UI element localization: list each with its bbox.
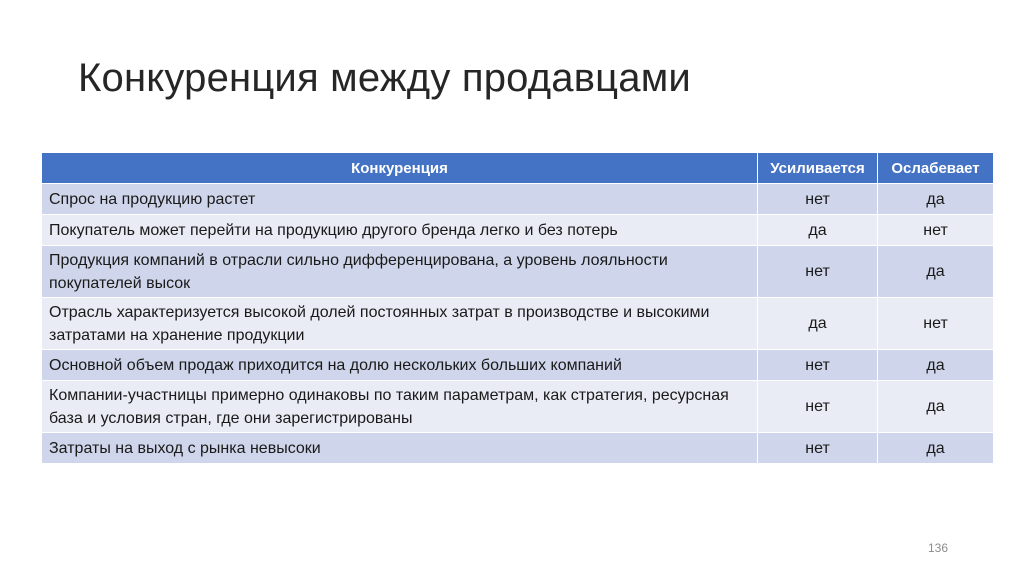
decreases-cell: да (878, 433, 994, 464)
table-row (42, 215, 994, 246)
table-row (42, 433, 994, 464)
decreases-cell: да (878, 184, 994, 215)
page-number: 136 (928, 541, 949, 555)
decreases-cell: да (878, 246, 994, 298)
factor-cell: Продукция компаний в отрасли сильно дифференцирована, а уровень лояльности покупателей высок (42, 246, 758, 298)
decreases-cell: нет (878, 215, 994, 246)
factor-cell: Основной объем продаж приходится на долю нескольких больших компаний (42, 350, 758, 381)
increases-cell: нет (758, 433, 878, 464)
factor-cell: Спрос на продукцию растет (42, 184, 758, 215)
factor-cell: Компании-участницы примерно одинаковы по таким параметрам, как стратегия, ресурсная база и условия стран, где они зарегистрированы (42, 381, 758, 433)
increases-cell: нет (758, 246, 878, 298)
factor-cell: Отрасль характеризуется высокой долей постоянных затрат в производстве и высокими затратами на хранение продукции (42, 298, 758, 350)
factor-cell: Покупатель может перейти на продукцию другого бренда легко и без потерь (42, 215, 758, 246)
increases-cell: нет (758, 350, 878, 381)
table-row (42, 381, 994, 433)
slide-title: Конкуренция между продавцами (78, 56, 691, 100)
increases-cell: нет (758, 184, 878, 215)
header-competition: Конкуренция (42, 153, 758, 184)
increases-cell: нет (758, 381, 878, 433)
decreases-cell: нет (878, 298, 994, 350)
table-row (42, 350, 994, 381)
table-row (42, 184, 994, 215)
increases-cell: да (758, 298, 878, 350)
table-row (42, 298, 994, 350)
increases-cell: да (758, 215, 878, 246)
header-decreases: Ослабевает (878, 153, 994, 184)
decreases-cell: да (878, 381, 994, 433)
table-row (42, 246, 994, 298)
decreases-cell: да (878, 350, 994, 381)
table-header-row (42, 153, 994, 184)
competition-table (41, 152, 994, 464)
header-increases: Усиливается (758, 153, 878, 184)
factor-cell: Затраты на выход с рынка невысоки (42, 433, 758, 464)
